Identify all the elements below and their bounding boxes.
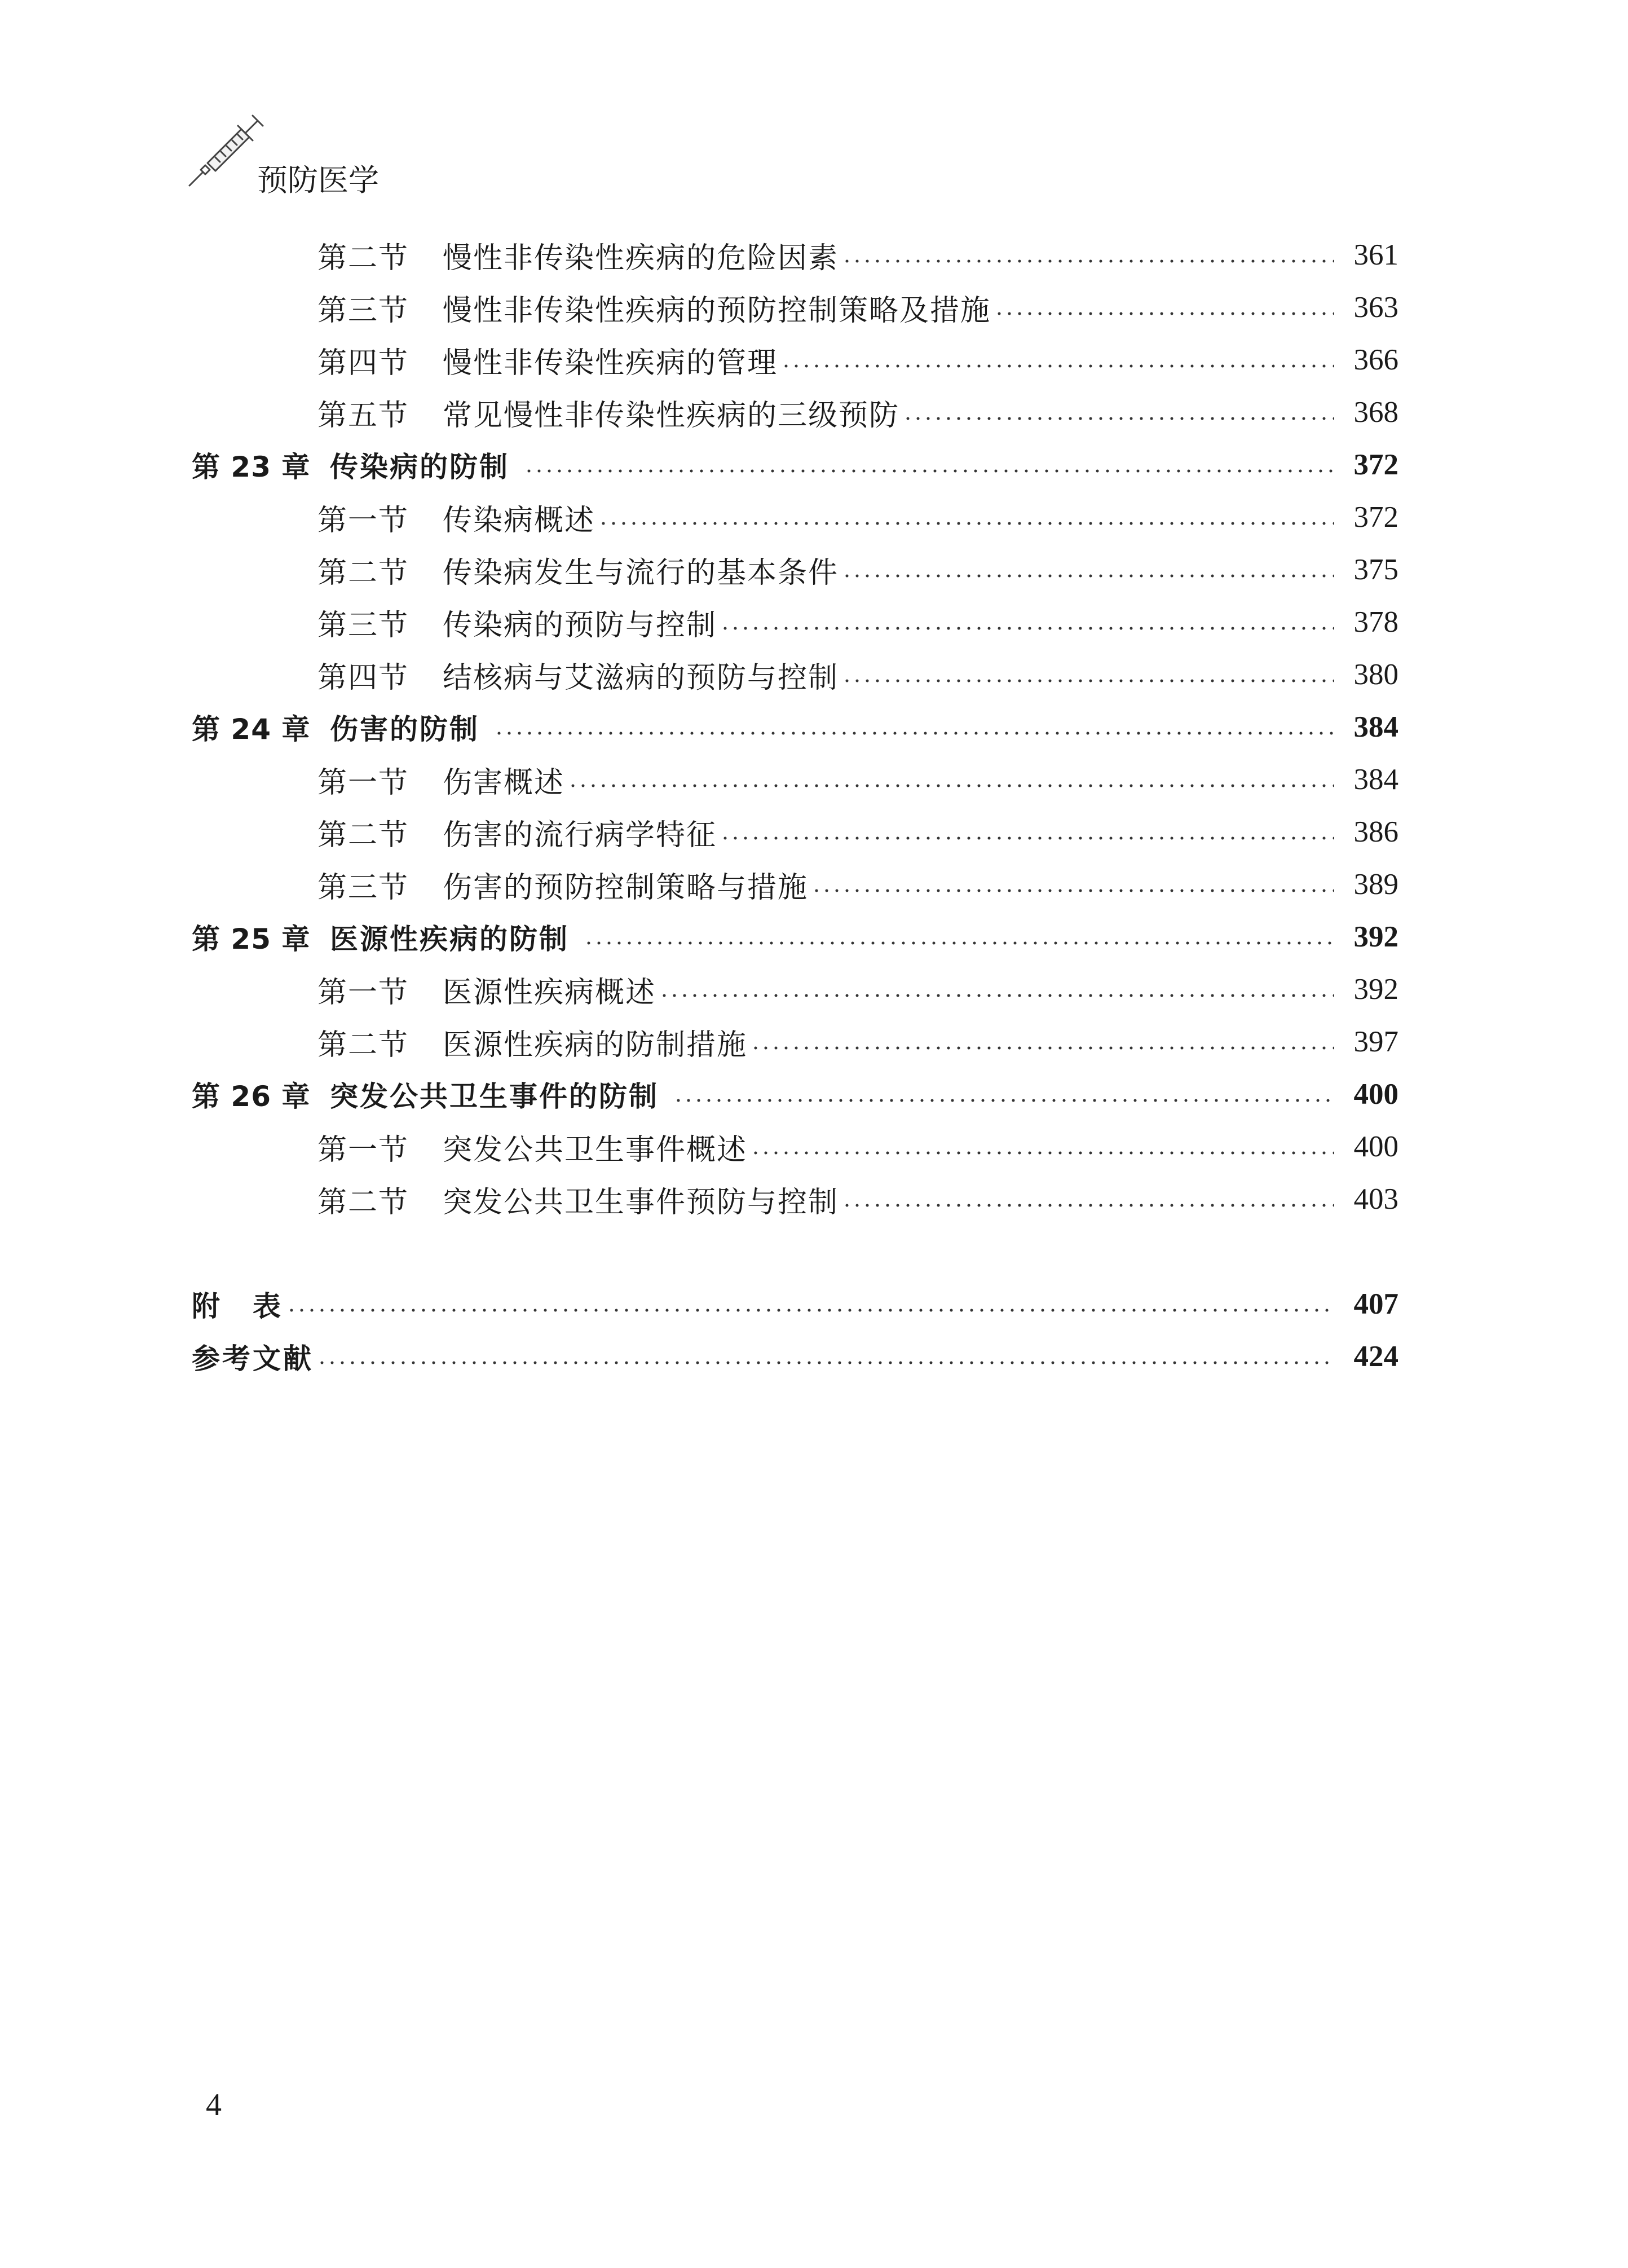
toc-appendix[interactable] (192, 1281, 1398, 1327)
toc-chapter[interactable] (192, 914, 1398, 959)
running-header (186, 110, 412, 200)
toc-entry-title: 慢性非传染性疾病的危险因素 (443, 241, 839, 275)
dot-leader (659, 993, 1334, 998)
toc-chapter-page: 400 (1353, 1078, 1398, 1111)
running-header-title: 预防医学 (257, 162, 379, 198)
toc-entry-page: 386 (1353, 816, 1398, 848)
toc-entry-label: 第二节 (317, 1028, 409, 1062)
toc-entry-label: 第一节 (317, 503, 409, 538)
toc-entry-label: 第四节 (317, 660, 409, 695)
toc-entry-label: 第一节 (317, 765, 409, 800)
dot-leader (842, 679, 1334, 683)
toc-entry[interactable] (317, 652, 1398, 697)
toc-entry-title: 传染病发生与流行的基本条件 (443, 556, 839, 590)
toc-chapter[interactable] (192, 442, 1398, 487)
toc-entry-label: 第四节 (317, 346, 409, 380)
toc-chapter-title: 医源性疾病的防制 (330, 923, 569, 955)
toc-entry-label: 第一节 (317, 1133, 409, 1167)
toc-entry-page: 392 (1353, 973, 1398, 1006)
toc-entry-label: 第二节 (317, 556, 409, 590)
dot-leader (751, 1151, 1334, 1155)
dot-leader (751, 1046, 1334, 1050)
toc-chapter-title: 传染病的防制 (330, 451, 509, 483)
toc-entry-page: 389 (1353, 868, 1398, 901)
toc-entry-page: 400 (1353, 1130, 1398, 1163)
toc-entry-page: 403 (1353, 1183, 1398, 1216)
dot-leader (524, 469, 1334, 473)
toc-entry-title: 常见慢性非传染性疾病的三级预防 (443, 398, 900, 433)
toc-entry-title: 慢性非传染性疾病的管理 (443, 346, 778, 380)
toc-appendix-page: 407 (1353, 1288, 1398, 1320)
toc-entry[interactable] (317, 1019, 1398, 1064)
toc-references[interactable] (192, 1334, 1398, 1379)
dot-leader (494, 731, 1334, 736)
toc-chapter-label: 第 23 章 (192, 451, 311, 483)
toc-entry-title: 伤害的预防控制策略与措施 (443, 870, 809, 905)
toc-entry-page: 375 (1353, 553, 1398, 586)
dot-leader (811, 888, 1334, 893)
toc-entry[interactable] (317, 337, 1398, 382)
toc-entry[interactable] (317, 600, 1398, 645)
toc-entry[interactable] (317, 1124, 1398, 1169)
dot-leader (568, 783, 1334, 788)
toc-chapter-title: 突发公共卫生事件的防制 (330, 1080, 659, 1113)
toc-entry[interactable] (317, 390, 1398, 435)
toc-chapter[interactable] (192, 1072, 1398, 1117)
dot-leader (781, 364, 1334, 368)
toc-chapter[interactable] (192, 704, 1398, 750)
toc-entry[interactable] (317, 862, 1398, 907)
dot-leader (673, 1098, 1334, 1103)
toc-entry[interactable] (317, 285, 1398, 330)
toc-entry-title: 突发公共卫生事件预防与控制 (443, 1185, 839, 1219)
toc-entry-page: 380 (1353, 658, 1398, 691)
dot-leader (286, 1308, 1334, 1313)
toc-entry-page: 384 (1353, 763, 1398, 796)
toc-chapter-label: 第 25 章 (192, 923, 311, 955)
dot-leader (720, 626, 1334, 631)
toc-entry-label: 第一节 (317, 975, 409, 1010)
toc-entry-label: 第二节 (317, 818, 409, 852)
dot-leader (842, 574, 1334, 578)
toc-entry-title: 传染病的预防与控制 (443, 608, 717, 642)
toc-entry[interactable] (317, 1177, 1398, 1222)
toc-entry-page: 397 (1353, 1025, 1398, 1058)
toc-entry[interactable] (317, 232, 1398, 278)
toc-chapter-title: 伤害的防制 (330, 713, 479, 746)
toc-entry-page: 368 (1353, 396, 1398, 429)
page-number: 4 (206, 2088, 222, 2122)
toc-entry-page: 372 (1353, 501, 1398, 534)
toc-entry-label: 第三节 (317, 293, 409, 328)
toc-chapter-label: 第 26 章 (192, 1080, 311, 1113)
toc-references-title: 参考文献 (192, 1342, 314, 1375)
toc-entry-title: 突发公共卫生事件概述 (443, 1133, 748, 1167)
dot-leader (584, 941, 1334, 945)
toc-entry[interactable] (317, 967, 1398, 1012)
toc-chapter-label: 第 24 章 (192, 713, 311, 746)
toc-entry-label: 第二节 (317, 1185, 409, 1219)
dot-leader (842, 1203, 1334, 1208)
toc-entry[interactable] (317, 757, 1398, 802)
toc-chapter-page: 372 (1353, 448, 1398, 481)
toc-entry-title: 伤害的流行病学特征 (443, 818, 717, 852)
toc-entry-title: 结核病与艾滋病的预防与控制 (443, 660, 839, 695)
toc-entry-page: 363 (1353, 291, 1398, 324)
dot-leader (598, 521, 1334, 526)
toc-entry-page: 366 (1353, 343, 1398, 376)
dot-leader (720, 836, 1334, 840)
toc-references-page: 424 (1353, 1340, 1398, 1373)
toc-entry-title: 慢性非传染性疾病的预防控制策略及措施 (443, 293, 991, 328)
syringe-icon (186, 110, 265, 189)
toc-appendix-title: 附 表 (192, 1290, 283, 1323)
dot-leader (903, 416, 1334, 421)
dot-leader (994, 311, 1334, 316)
toc-entry-title: 医源性疾病的防制措施 (443, 1028, 748, 1062)
toc-entry-label: 第二节 (317, 241, 409, 275)
toc-chapter-page: 392 (1353, 921, 1398, 953)
toc-entry[interactable] (317, 495, 1398, 540)
toc-entry-title: 传染病概述 (443, 503, 595, 538)
toc-entry-label: 第三节 (317, 608, 409, 642)
toc-chapter-page: 384 (1353, 711, 1398, 743)
toc-entry-title: 医源性疾病概述 (443, 975, 656, 1010)
dot-leader (317, 1360, 1334, 1365)
toc-entry-label: 第五节 (317, 398, 409, 433)
toc-entry[interactable] (317, 547, 1398, 592)
toc-entry-title: 伤害概述 (443, 765, 565, 800)
toc-entry-page: 378 (1353, 606, 1398, 638)
toc-entry[interactable] (317, 809, 1398, 855)
toc-entry-page: 361 (1353, 239, 1398, 271)
dot-leader (842, 259, 1334, 263)
toc-entry-label: 第三节 (317, 870, 409, 905)
